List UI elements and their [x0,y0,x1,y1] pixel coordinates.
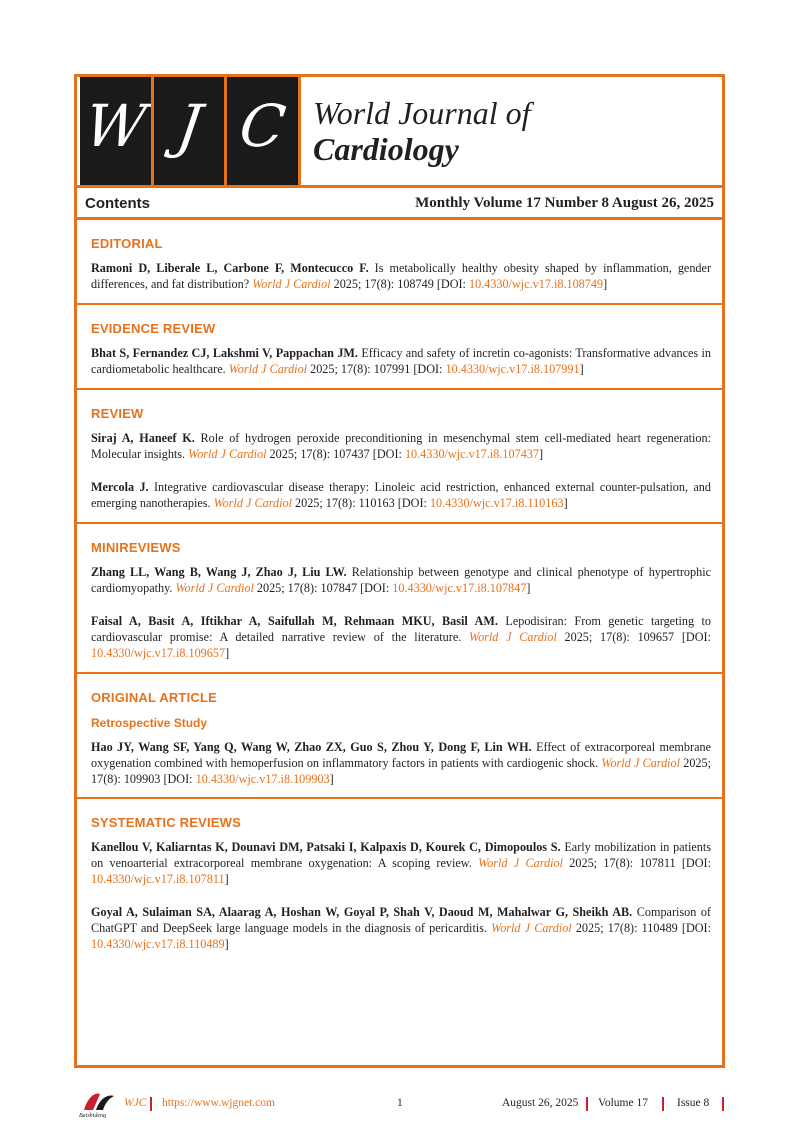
toc-entry[interactable] [91,739,711,787]
entry-doi-link[interactable]: 10.4330/wjc.v17.i8.107437 [404,447,539,461]
logo-letter-box-c [227,77,298,185]
logo-divider [298,77,301,185]
toc-entry[interactable] [91,260,711,292]
footer-url-link[interactable]: https://www.wjgnet.com [162,1097,275,1109]
section-minireviews [77,524,722,674]
footer-divider [722,1097,724,1111]
section-evidence-review [77,305,722,390]
journal-title-line1: World Journal of [313,95,531,131]
toc-entry[interactable] [91,564,711,596]
section-systematic-reviews [77,799,722,1065]
entry-title: Is metabolically healthy obesity shaped by inflammation, gender differences, and fat distribution? [91,261,711,291]
entry-citation: 2025; 17(8): 108749 [DOI: [330,277,469,291]
contents-label: Contents [85,195,150,212]
entry-citation: 2025; 17(8): 110489 [DOI: [571,921,711,935]
entry-citation: 2025; 17(8): 107847 [DOI: [253,581,393,595]
entry-authors: Ramoni D, Liberale L, Carbone F, Montecucco F. [91,261,369,275]
entry-doi-link[interactable]: 10.4330/wjc.v17.i8.109903 [195,772,330,786]
entry-title: Integrative cardiovascular disease therapy: Linoleic acid restriction, enhanced external counter-pulsation, and emerging nanotherapies. [91,480,711,510]
section-heading: EVIDENCE REVIEW [91,321,216,336]
entry-doi-link[interactable]: 10.4330/wjc.v17.i8.109657 [91,646,226,660]
logo-letter-c: C [235,92,290,160]
entry-authors: Hao JY, Wang SF, Yang Q, Wang W, Zhao ZX, Guo S, Zhou Y, Dong F, Lin WH. [91,740,532,754]
footer-divider [662,1097,664,1111]
entry-title: Lepodisiran: From genetic targeting to cardiovascular promise: A detailed narrative review of the literature. [91,614,711,644]
entry-doi-link[interactable]: 10.4330/wjc.v17.i8.107991 [445,362,580,376]
footer-divider [150,1097,152,1111]
footer-date: August 26, 2025 [502,1097,579,1109]
entry-bracket: ] [329,772,334,786]
baishideng-logo-icon [78,1090,118,1118]
entry-bracket: ] [563,496,568,510]
journal-title-line2: Cardiology [313,131,459,167]
entry-journal: World J Cardiol [469,630,557,644]
entry-citation: 2025; 17(8): 107991 [DOI: [307,362,446,376]
entry-authors: Bhat S, Fernandez CJ, Lakshmi V, Pappachan JM. [91,346,358,360]
entry-authors: Goyal A, Sulaiman SA, Alaarag A, Hoshan W, Goyal P, Shah V, Daoud M, Mahalwar G, Sheikh AB. [91,905,633,919]
logo-letter-box-w [80,77,151,185]
footer-volume: Volume 17 [598,1097,648,1109]
section-heading: SYSTEMATIC REVIEWS [91,815,241,830]
toc-entry[interactable] [91,613,711,661]
section-original-article [77,674,722,799]
toc-entry[interactable] [91,839,711,887]
entry-title: Early mobilization in patients on venoarterial extracorporeal membrane oxygenation: A scoping review. [91,840,711,870]
footer-issue: Issue 8 [677,1097,710,1109]
entry-authors: Faisal A, Basit A, Iftikhar A, Saifullah M, Rehmaan MKU, Basil AM. [91,614,498,628]
masthead [77,77,722,188]
entry-journal: World J Cardiol [213,496,292,510]
entry-bracket: ] [224,937,229,951]
entry-title: Efficacy and safety of incretin co-agonists: Transformative advances in cardiometabolic healthcare. [91,346,712,376]
issue-info: Monthly Volume 17 Number 8 August 26, 2025 [415,195,714,211]
entry-authors: Mercola J. [91,480,149,494]
entry-title: Relationship between genotype and clinical phenotype of hypertrophic cardiomyopathy. [91,565,711,595]
section-subheading: Retrospective Study [91,716,208,730]
footer-page-number: 1 [397,1097,403,1109]
entry-citation: 2025; 17(8): 109903 [DOI: [91,756,711,786]
logo-letter-j: J [173,92,206,160]
section-heading: REVIEW [91,406,144,421]
entry-bracket: ] [579,362,584,376]
toc-entry[interactable] [91,430,711,462]
section-editorial [77,220,722,305]
entry-bracket: ] [526,581,531,595]
entry-bracket: ] [225,646,230,660]
entry-doi-link[interactable]: 10.4330/wjc.v17.i8.110163 [429,496,564,510]
section-review [77,390,722,524]
entry-doi-link[interactable]: 10.4330/wjc.v17.i8.107811 [91,872,225,886]
entry-journal: World J Cardiol [188,447,267,461]
section-heading: ORIGINAL ARTICLE [91,690,217,705]
entry-doi-link[interactable]: 10.4330/wjc.v17.i8.108749 [469,277,604,291]
footer-journal-abbrev: WJC [124,1097,147,1109]
entry-bracket: ] [539,447,544,461]
entry-authors: Zhang LL, Wang B, Wang J, Zhao J, Liu LW. [91,565,347,579]
section-heading: MINIREVIEWS [91,540,181,555]
entry-citation: 2025; 17(8): 110163 [DOI: [291,496,430,510]
entry-title: Effect of extracorporeal membrane oxygenation combined with hemoperfusion on inflammatory factors in patients with cardiogenic shock. [91,740,711,770]
logo-letter-w: W [80,92,151,160]
entry-doi-link[interactable]: 10.4330/wjc.v17.i8.107847 [392,581,527,595]
toc-entry[interactable] [91,904,711,952]
contents-frame [74,74,725,1068]
section-heading: EDITORIAL [91,236,163,251]
page-footer [0,1090,800,1120]
entry-journal: World J Cardiol [601,756,681,770]
entry-title: Role of hydrogen peroxide preconditioning in mesenchymal stem cell-mediated heart regeneration: Molecular insights. [91,431,711,461]
entry-journal: World J Cardiol [491,921,572,935]
logo-letter-box-j [154,77,225,185]
entry-journal: World J Cardiol [478,856,563,870]
entry-citation: 2025; 17(8): 109657 [DOI: [556,630,711,644]
entry-journal: World J Cardiol [228,362,308,376]
toc-entry[interactable] [91,345,711,377]
toc-entry[interactable] [91,479,711,511]
entry-title: Comparison of ChatGPT and DeepSeek large language models in the diagnosis of pericarditis. [91,905,711,935]
footer-divider [586,1097,588,1111]
entry-bracket: ] [224,872,229,886]
entry-citation: 2025; 17(8): 107437 [DOI: [266,447,405,461]
contents-bar [77,188,722,220]
entry-doi-link[interactable]: 10.4330/wjc.v17.i8.110489 [91,937,225,951]
journal-title [313,95,531,167]
entry-journal: World J Cardiol [175,581,254,595]
entry-authors: Kanellou V, Kaliarntas K, Dounavi DM, Patsaki I, Kalpaxis D, Kourek C, Dimopoulos S. [91,840,561,854]
publisher-name: Baishideng [79,1113,106,1118]
entry-citation: 2025; 17(8): 107811 [DOI: [562,856,711,870]
entry-authors: Siraj A, Haneef K. [91,431,195,445]
entry-journal: World J Cardiol [252,277,331,291]
entry-bracket: ] [603,277,608,291]
